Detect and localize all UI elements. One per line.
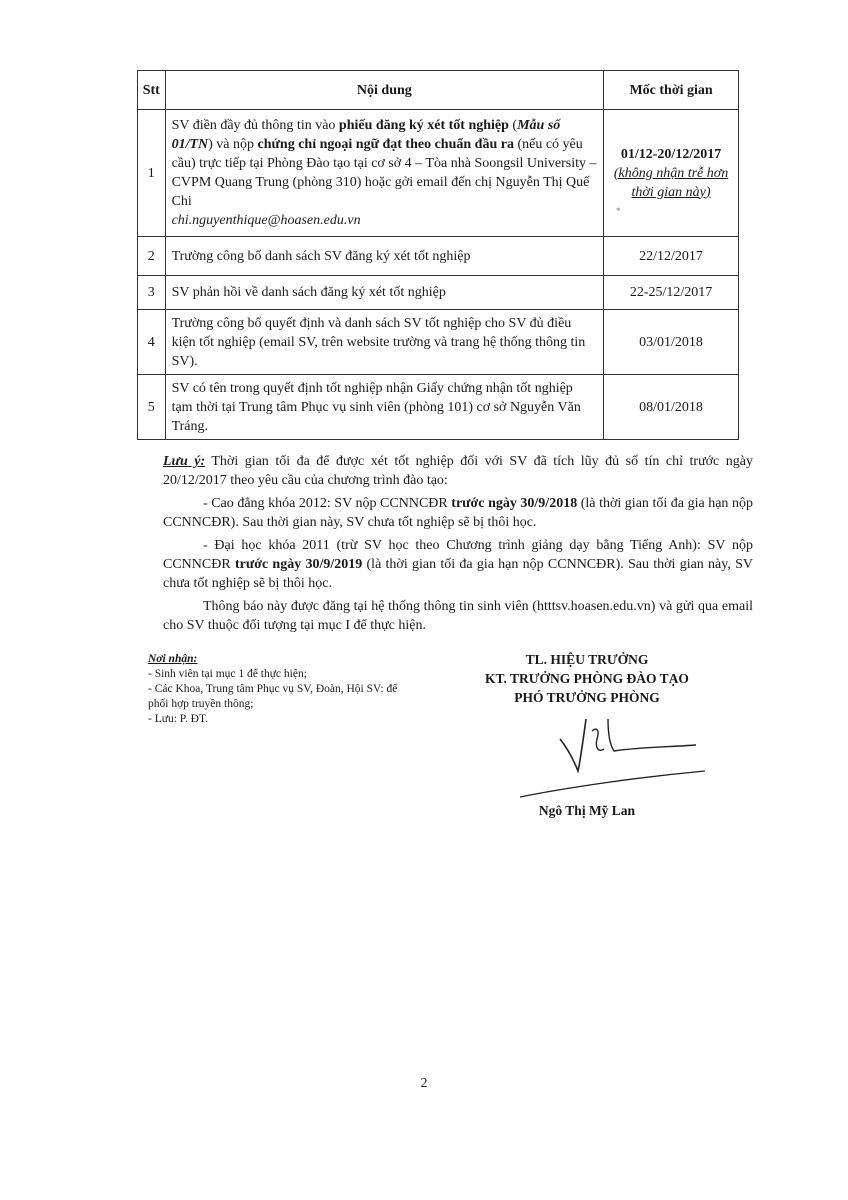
row-time: 22/12/2017 [604, 237, 739, 276]
row-stt: 2 [138, 237, 166, 276]
row-time [604, 110, 739, 237]
content-text: ) và nộp [208, 137, 258, 152]
recipient-item: - Sinh viên tại mục 1 để thực hiện; [148, 668, 307, 680]
notes-closing: Thông báo này được đăng tại hệ thống thông tin sinh viên (htttsv.hoasen.edu.vn) và gửi qua email cho SV thuộc đối tượng tại mục I để thực hiện. [163, 599, 753, 633]
header-time: Mốc thời gian [604, 71, 739, 110]
header-stt: Stt [138, 71, 166, 110]
table-row [138, 276, 739, 310]
schedule-table [137, 70, 739, 440]
row-content [165, 110, 604, 237]
row-content: SV có tên trong quyết định tốt nghiệp nhận Giấy chứng nhận tốt nghiệp tạm thời tại Trung tâm Phục vụ sinh viên (phòng 101) cơ sở Nguyễn Văn Tráng. [165, 375, 604, 440]
content-form-code: Mẫu số 01/TN [171, 118, 561, 152]
signer-name: Ngô Thị Mỹ Lan [538, 803, 636, 818]
row-content: Trường công bố danh sách SV đăng ký xét tốt nghiệp [165, 237, 604, 276]
time-note: (không nhận trễ hơn thời gian này) [613, 165, 729, 200]
signature-block [462, 650, 712, 707]
recipients-heading: Nơi nhận: [148, 653, 198, 665]
row-time: 08/01/2018 [604, 375, 739, 440]
signature-title-3: PHÓ TRƯỞNG PHÒNG [514, 690, 660, 705]
row-content: Trường công bố quyết định và danh sách SV tốt nghiệp cho SV đủ điều kiện tốt nghiệp (email SV, trên website trường và trang hệ thống thông tin SV). [165, 310, 604, 375]
row-stt: 4 [138, 310, 166, 375]
signature-title-1: TL. HIỆU TRƯỞNG [525, 652, 649, 667]
notes-label: Lưu ý: [163, 454, 206, 469]
recipient-item: - Lưu: P. ĐT. [148, 713, 209, 725]
notes-item-university: - Đại học khóa 2011 (trừ SV học theo Chương trình giảng dạy bằng Tiếng Anh): SV nộp CCNNCĐR trước ngày 30/9/2019 (là thời gian tối đa gia hạn nộp CCNNCĐR). Sau thời gian này, SV chưa tốt nghiệp sẽ bị thôi học. [163, 538, 753, 591]
table-row [138, 110, 739, 237]
page-number: 2 [420, 1076, 428, 1091]
notes-intro [163, 452, 753, 490]
header-content: Nội dung [165, 71, 604, 110]
recipient-item: - Các Khoa, Trung tâm Phục vụ SV, Đoàn, Hội SV: để phối hợp truyền thông; [148, 683, 398, 710]
row-stt: 3 [138, 276, 166, 310]
content-text: SV điền đầy đủ thông tin vào [171, 118, 339, 133]
table-row [138, 375, 739, 440]
content-text: ( [508, 118, 518, 133]
row-stt: 5 [138, 375, 166, 440]
deadline-college: trước ngày 30/9/2018 [451, 496, 578, 511]
row-stt: 1 [138, 110, 166, 237]
row-time: 22-25/12/2017 [604, 276, 739, 310]
recipients-block [148, 652, 408, 727]
content-bold-form: phiếu đăng ký xét tốt nghiệp [338, 118, 509, 133]
time-range: 01/12-20/12/2017 [620, 146, 722, 162]
row-content: SV phản hồi về danh sách đăng ký xét tốt nghiệp [165, 276, 604, 310]
table-row [138, 237, 739, 276]
content-bold-certificate: chứng chỉ ngoại ngữ đạt theo chuẩn đầu ra [257, 137, 514, 152]
signature-title-2: KT. TRƯỞNG PHÒNG ĐÀO TẠO [485, 671, 689, 686]
scan-mark: * [616, 206, 621, 216]
notes-section [163, 452, 753, 635]
notes-intro-text: Thời gian tối đa để được xét tốt nghiệp đối với SV đã tích lũy đủ số tín chỉ trước ngày 20/12/2017 theo yêu cầu của chương trình đào tạo: [163, 454, 753, 488]
table-header-row [138, 71, 739, 110]
notes-item-college: - Cao đẳng khóa 2012: SV nộp CCNNCĐR trước ngày 30/9/2018 (là thời gian tối đa gia hạn nộp CCNNCĐR). Sau thời gian này, SV chưa tốt nghiệp sẽ bị thôi học. [163, 496, 753, 530]
table-row [138, 310, 739, 375]
handwritten-signature [500, 705, 710, 805]
contact-email: chi.nguyenthique@hoasen.edu.vn [171, 213, 361, 228]
deadline-university: trước ngày 30/9/2019 [234, 557, 363, 572]
content-text: (nếu có yêu cầu) trực tiếp tại Phòng Đào tạo tại cơ sở 4 – Tòa nhà Soongsil University – CVPM Quang Trung (phòng 310) hoặc gởi email đến chị Nguyễn Thị Quế Chi [171, 137, 597, 209]
row-time: 03/01/2018 [604, 310, 739, 375]
